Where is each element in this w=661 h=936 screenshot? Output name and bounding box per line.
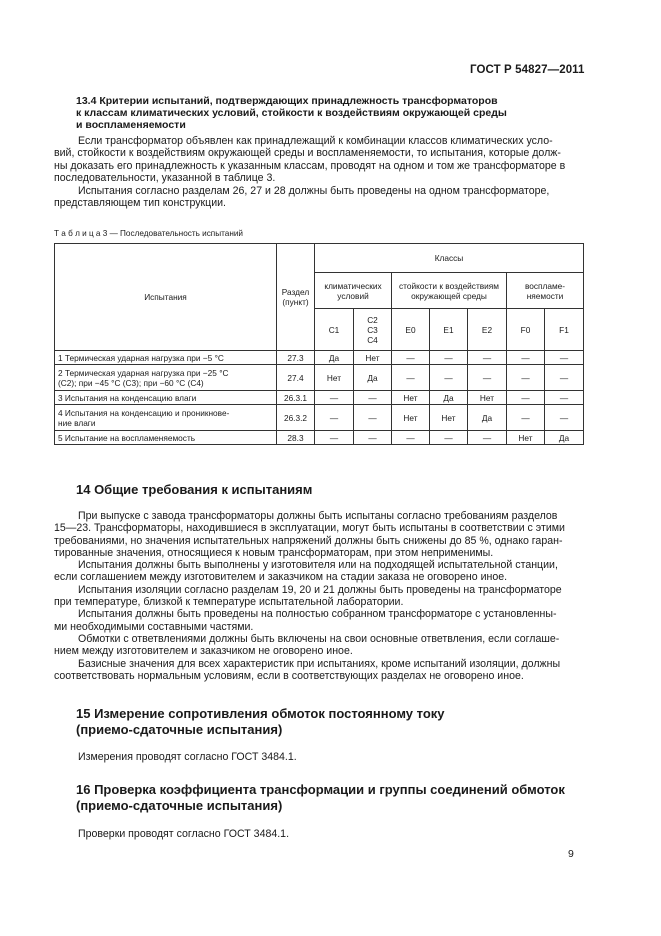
test-name: [55, 391, 277, 405]
test-name-line: 5 Испытание на воспламеняемость: [58, 432, 196, 443]
title-line: 15 Измерение сопротивления обмоток постоянному току: [76, 706, 445, 721]
test-name-line: 2 Термическая ударная нагрузка при −25 °С: [58, 367, 229, 378]
cell: Нет: [468, 391, 507, 405]
cell: —: [507, 365, 545, 391]
title-line: к классам климатических условий, стойкости к воздействиям окружающей среды: [76, 107, 507, 119]
cell: —: [468, 431, 507, 445]
cell: Да: [315, 351, 354, 365]
cell: —: [315, 431, 354, 445]
text-line: Испытания должны быть проведены на полностью собранном трансформаторе с установленны-: [78, 608, 557, 621]
cell: —: [507, 351, 545, 365]
title-line: (приемо-сдаточные испытания): [76, 721, 283, 737]
cell: —: [507, 405, 545, 431]
cell: —: [545, 391, 584, 405]
text-line: Испытания согласно разделам 26, 27 и 28 должны быть проведены на одном трансформаторе,: [78, 185, 550, 197]
cell: Нет: [507, 431, 545, 445]
table-3-caption: Т а б л и ц а 3 — Последовательность испытаний: [54, 229, 244, 238]
header-tests: Испытания: [55, 244, 277, 351]
text-line: последовательности, указанной в таблице 3.: [54, 171, 276, 184]
text-line: при температуре, близкой к температуре испытательной лаборатории.: [54, 596, 404, 609]
title-line: 13.4 Критерии испытаний, подтверждающих принадлежность трансформаторов: [76, 95, 498, 107]
cell: —: [392, 365, 430, 391]
cell: —: [545, 365, 584, 391]
text-line: вий, стойкости к воздействиям окружающей среды и воспламеняемости, то испытания, которые долж-: [54, 147, 561, 160]
test-section: 28.3: [277, 431, 315, 445]
text-line: Обмотки с ответвлениями должны быть включены на свои основные ответвления, если соглаше-: [78, 632, 560, 645]
table-row: [55, 405, 584, 431]
cell: Да: [468, 405, 507, 431]
class-f1: F1: [545, 309, 584, 351]
text-line: соответствовать нормальным условиям, если в соответствующих разделах не оговорено иное.: [54, 669, 524, 682]
cell: Да: [545, 431, 584, 445]
title-line: (приемо-сдаточные испытания): [76, 797, 283, 813]
table-row: [55, 351, 584, 365]
class-e2: E2: [468, 309, 507, 351]
section-14-body: [54, 510, 599, 682]
text-line: Базисные значения для всех характеристик при испытаниях, кроме испытаний изоляции, должны: [78, 657, 561, 670]
test-name-line: ние влаги: [58, 417, 96, 428]
class-e1: E1: [430, 309, 468, 351]
test-section: 26.3.1: [277, 391, 315, 405]
section-13-4-para-2: [54, 185, 599, 210]
header-environment: стойкости к воздействиям окружающей среды: [392, 273, 507, 309]
section-13-4-title: [76, 95, 596, 131]
test-name-line: (С2); при −45 °С (С3); при −60 °С (С4): [58, 377, 204, 388]
test-name: [55, 351, 277, 365]
table-row: [55, 391, 584, 405]
section-16-title: [76, 782, 565, 813]
cell: —: [392, 431, 430, 445]
test-section: 26.3.2: [277, 405, 315, 431]
test-name-line: 1 Термическая ударная нагрузка при −5 °С: [58, 352, 224, 363]
section-13-4-para-1: [54, 135, 599, 184]
cell: —: [545, 405, 584, 431]
class-label: C4: [367, 334, 378, 345]
header-section: Раздел (пункт): [277, 244, 315, 351]
text-line: 15—23. Трансформаторы, находившиеся в эксплуатации, могут быть испытаны в соответствии с этими: [54, 522, 565, 535]
table-row: [55, 365, 584, 391]
cell: Нет: [354, 351, 392, 365]
test-name: [55, 431, 277, 445]
text-line: нием между изготовителем и заказчиком не оговорено иное.: [54, 645, 353, 658]
test-section: 27.3: [277, 351, 315, 365]
test-name-line: 3 Испытания на конденсацию влаги: [58, 392, 197, 403]
title-line: 16 Проверка коэффициента трансформации и группы соединений обмоток: [76, 782, 565, 797]
text-line: ны доказать его принадлежность к указанным классам, проводят на одном и том же трансформаторе в: [54, 159, 566, 172]
cell: —: [315, 391, 354, 405]
cell: —: [430, 351, 468, 365]
text-line: Испытания должны быть выполнены у изготовителя или на подходящей испытательной станции,: [78, 559, 558, 572]
section-15-title: [76, 706, 445, 737]
header-climatic: климатических условий: [315, 273, 392, 309]
test-name-line: 4 Испытания на конденсацию и проникнове-: [58, 407, 230, 418]
section-15-text: Измерения проводят согласно ГОСТ 3484.1.: [78, 751, 297, 763]
text-line: представляющем тип конструкции.: [54, 197, 226, 210]
class-c2-c3-c4: [354, 309, 392, 351]
cell: Нет: [392, 405, 430, 431]
text-line: При выпуске с завода трансформаторы должны быть испытаны согласно требованиям разделов: [78, 510, 558, 522]
document-header: ГОСТ Р 54827—2011: [470, 64, 585, 76]
cell: —: [545, 351, 584, 365]
text-line: тированные значения, относящиеся к новым трансформаторам, при этом неприменимы.: [54, 546, 494, 559]
cell: Да: [354, 365, 392, 391]
section-16-text: Проверки проводят согласно ГОСТ 3484.1.: [78, 828, 290, 840]
cell: —: [468, 365, 507, 391]
cell: —: [354, 391, 392, 405]
class-f0: F0: [507, 309, 545, 351]
cell: Да: [430, 391, 468, 405]
test-section: 27.4: [277, 365, 315, 391]
cell: —: [430, 431, 468, 445]
cell: —: [315, 405, 354, 431]
class-label: C2: [367, 314, 378, 325]
class-c1: C1: [315, 309, 354, 351]
table-row: [55, 431, 584, 445]
table-3: [54, 243, 584, 445]
text-line: требованиями, но значения испытательных напряжений должны быть снижены до 85 %, однако гаран-: [54, 534, 563, 547]
title-line: и воспламеняемости: [76, 119, 186, 131]
cell: —: [354, 405, 392, 431]
cell: Нет: [430, 405, 468, 431]
cell: Нет: [392, 391, 430, 405]
text-line: если соглашением между изготовителем и заказчиком на стадии заказа не оговорено иное.: [54, 571, 508, 584]
header-classes: Классы: [315, 244, 584, 273]
class-e0: E0: [392, 309, 430, 351]
text-line: Если трансформатор объявлен как принадлежащий к комбинации классов климатических усло-: [78, 135, 553, 147]
text-line: Испытания изоляции согласно разделам 19, 20 и 21 должны быть проведены на трансформаторе: [78, 583, 562, 596]
test-name: [55, 405, 277, 431]
page-number: 9: [568, 848, 574, 860]
cell: —: [507, 391, 545, 405]
cell: —: [392, 351, 430, 365]
cell: —: [354, 431, 392, 445]
text-line: ми необходимыми составными частями.: [54, 620, 254, 633]
cell: Нет: [315, 365, 354, 391]
header-flammability: воспламе-няемости: [507, 273, 584, 309]
section-14-title: 14 Общие требования к испытаниям: [76, 482, 313, 497]
test-name: [55, 365, 277, 391]
cell: —: [430, 365, 468, 391]
cell: —: [468, 351, 507, 365]
class-label: C3: [367, 324, 378, 335]
